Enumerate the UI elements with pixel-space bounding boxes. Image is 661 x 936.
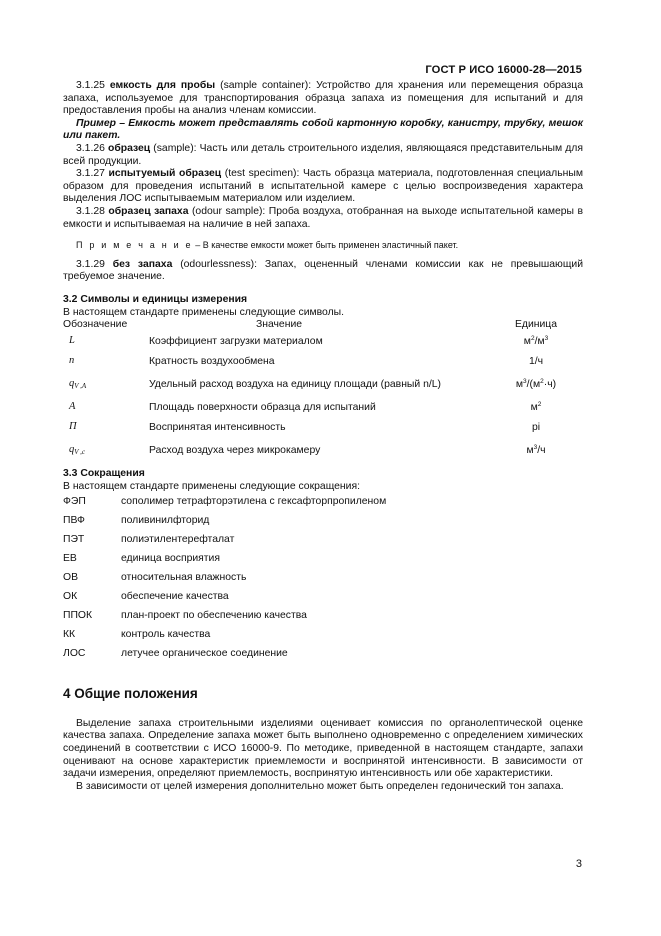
definition-3-1-28 [63,206,583,231]
table-row [63,512,386,531]
definition-number: 3.1.28 [76,205,105,217]
definition-number: 3.1.27 [76,168,105,180]
definition-3-1-29 [63,259,583,284]
table-row [63,645,386,664]
abbreviation-expansion: сополимер тетрафторэтилена с гексафторпропиленом [121,496,387,508]
column-header-meaning: Значение [255,319,303,331]
abbreviation: ППОК [63,610,93,622]
definition-text: (sample): Часть или деталь строительного изделия, являющаяся представительным для всей продукции. [63,142,583,167]
symbol-cell: L [69,334,75,346]
unit-cell: $м^3/ч$ [526,443,546,456]
symbol-cell: A [69,400,76,412]
table-row [63,398,583,418]
definition-3-1-25 [63,80,583,118]
meaning-cell: Площадь поверхности образца для испытаний [149,401,376,413]
symbol-cell: qV ,A [69,377,87,390]
document-body [63,80,583,793]
symbols-table [63,319,583,464]
column-header-symbol: Обозначение [63,319,128,331]
unit-cell: 1/ч [528,355,544,367]
definition-term: без запаха [112,258,173,270]
abbreviation-expansion: относительная влажность [121,572,247,584]
abbreviation: ФЭП [63,496,86,508]
symbol-cell: П [69,420,77,432]
table-row [63,626,386,645]
unit-cell: $м^3/(м^2\cdot ч)$ [515,377,557,390]
abbreviation: ОВ [63,572,79,584]
table-row [63,588,386,607]
abbreviation: КК [63,629,76,641]
abbreviation-expansion: единица восприятия [121,553,220,565]
unit-cell: $м^2/м^3$ [523,334,549,347]
definition-number: 3.1.25 [76,80,105,91]
meaning-cell: Кратность воздухообмена [149,355,275,367]
meaning-cell: Коэффициент загрузки материалом [149,335,323,347]
column-header-unit: Единица [514,319,558,331]
note-label: П р и м е ч а н и е [76,240,193,251]
unit-cell: $м^2$ [530,400,542,413]
abbreviation: ПВФ [63,515,85,527]
symbol-cell: n [69,354,75,366]
note-text: – В качестве емкости может быть применен эластичный пакет. [192,240,459,251]
abbreviation: ЕВ [63,553,77,565]
abbreviation-expansion: контроль качества [121,629,211,641]
definition-number: 3.1.29 [76,258,105,270]
symbols-heading: 3.2 Символы и единицы измерения [63,293,248,305]
example-note [63,118,583,143]
table-row [63,550,386,569]
symbol-cell: qV ,c [69,443,86,456]
definition-term: образец [107,142,151,154]
definition-term: испытуемый образец [108,168,222,180]
definition-3-1-27 [63,168,583,206]
example-text: Пример – Емкость может представлять собой картонную коробку, канистру, трубку, мешок или пакет. [63,117,583,142]
definition-term: образец запаха [108,205,189,217]
section-4-paragraph-2: В зависимости от целей измерения дополнительно может быть определен гедонический тон запаха. [76,780,564,792]
definition-text: (sample container): Устройство для хранения или перемещения образца запаха, используемое для транспортирования образца запаха из помещения для испытаний и для предоставления пробы на анализ членам комиссии. [63,80,584,117]
table-row [63,607,386,626]
table-row [63,352,583,372]
abbreviation: ОК [63,591,78,603]
abbreviations-table [63,493,386,664]
table-row [63,569,386,588]
meaning-cell: Расход воздуха через микрокамеру [149,444,321,456]
definition-text: (odour sample): Проба воздуха, отобранная на выходе испытательной камеры в емкости и испытываемая на наличие в ней запаха. [63,205,583,230]
definition-number: 3.1.26 [76,142,105,154]
table-row [63,438,583,464]
abbreviation-expansion: поливинилфторид [121,515,210,527]
abbreviations-intro: В настоящем стандарте применены следующие сокращения: [63,480,360,492]
table-row [63,531,386,550]
abbreviation-expansion: обеспечение качества [121,591,229,603]
abbreviation: ЛОС [63,648,86,660]
page-number: 3 [575,858,582,870]
table-row [63,493,386,512]
section-4-heading: 4 Общие положения [63,686,198,702]
note [63,239,583,252]
abbreviation-expansion: план-проект по обеспечению качества [121,610,307,622]
meaning-cell: Воспринятая интенсивность [149,421,286,433]
abbreviation-expansion: летучее органическое соединение [121,648,288,660]
abbreviations-heading: 3.3 Сокращения [63,468,145,480]
table-row [63,372,583,398]
definition-3-1-26 [63,143,583,168]
definition-term: емкость для пробы [109,80,216,91]
symbols-intro: В настоящем стандарте применены следующие символы. [63,306,345,318]
definition-text: (test specimen): Часть образца материала, подготовленная специальным образом для проведения испытаний в испытательной камере с целью воспроизведения характера выделения ЛОС испытываемым материалом или изделием. [63,168,583,205]
table-row [63,332,583,352]
meaning-cell: Удельный расход воздуха на единицу площади (равный n/L) [149,378,441,390]
table-row [63,418,583,438]
section-4-paragraph-1: Выделение запаха строительными изделиями оценивает комиссия по органолептической оценке качества запаха. Определение запаха может быть выполнено одновременно с определением химических соединений в соответствии с ИСО 16000-9. По методике, приведенной в настоящем стандарте, запахи оценивают на основе характеристик приемлемости и воспринятой интенсивности. В зависимости от задачи измерения, определяют приемлемость, воспринятую интенсивность или обе характеристики. [63,717,583,780]
definition-text: (odourlessness): Запах, оцененный членами комиссии как не превышающий требуемое значение. [63,258,583,283]
document-code-header: ГОСТ Р ИСО 16000-28—2015 [425,64,582,76]
abbreviation: ПЭТ [63,534,85,546]
symbols-table-header [63,319,583,332]
abbreviation-expansion: полиэтилентерефталат [121,534,235,546]
unit-cell: pi [531,421,541,433]
